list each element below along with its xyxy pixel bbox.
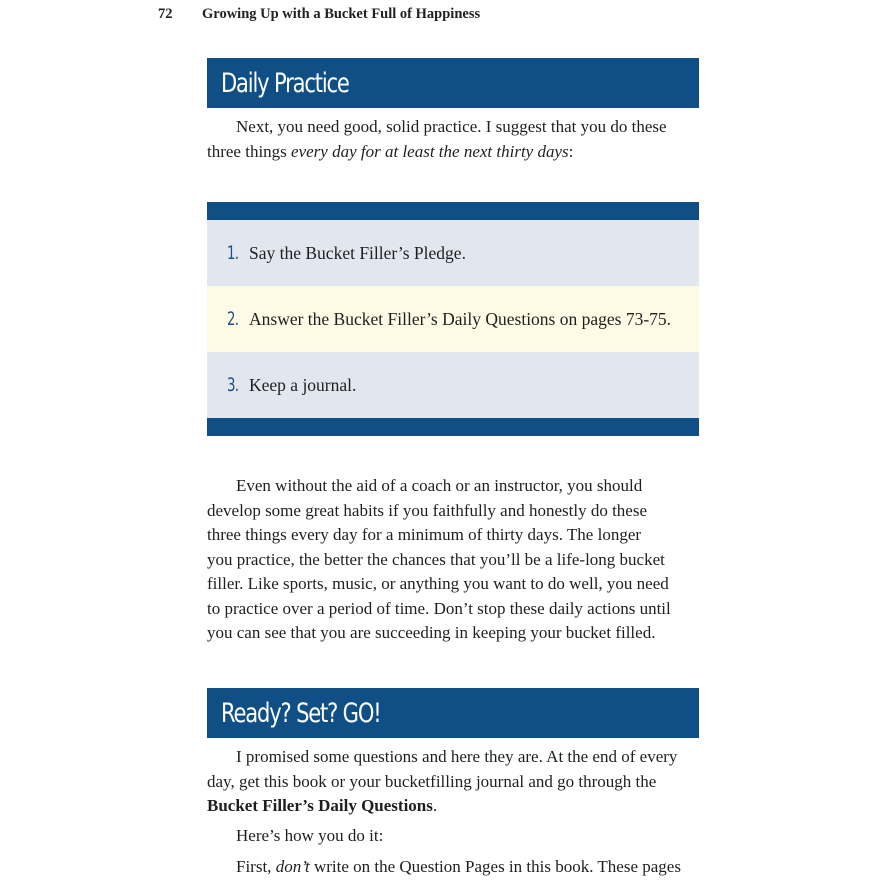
how-to-paragraph: Here’s how you do it: <box>236 826 384 845</box>
list-item-number: 2. <box>227 308 239 330</box>
running-head <box>158 6 480 23</box>
section-heading-daily-practice: Daily Practice <box>207 58 699 108</box>
first-step-paragraph: First, don’t write on the Question Pages in this book. These pages <box>236 857 681 876</box>
section-heading-ready-set-go: Ready? Set? GO! <box>207 688 699 738</box>
list-item <box>207 286 699 352</box>
body-paragraph: Even without the aid of a coach or an instructor, you should develop some great habits if you faithfully and honestly do these three things every day for a minimum of thirty days. The longer you practice, the better the chances that you’ll be a life-long bucket filler. Like sports, music, or anything you want to do well, you need to practice over a period of time. Don’t stop these daily actions until you can see that you are succeeding in keeping your bucket filled. <box>207 476 671 642</box>
intro-paragraph: Next, you need good, solid practice. I suggest that you do these three things every day for at least the next thirty days: <box>207 117 667 161</box>
list-item <box>207 220 699 286</box>
list-item-text: Answer the Bucket Filler’s Daily Questions on pages 73-75. <box>249 308 672 329</box>
list-item-number: 3. <box>227 374 239 396</box>
page-number: 72 <box>158 6 173 22</box>
list-item-text: Say the Bucket Filler’s Pledge. <box>249 242 466 263</box>
practice-list <box>207 202 699 436</box>
list-bottom-bar <box>207 418 699 436</box>
book-title: Growing Up with a Bucket Full of Happiness <box>202 6 481 22</box>
list-item-text: Keep a journal. <box>249 374 357 395</box>
list-item <box>207 352 699 418</box>
questions-paragraph: I promised some questions and here they are. At the end of every day, get this book or your bucketfilling journal and go through the Bucket Filler’s Daily Questions. <box>207 747 678 815</box>
list-top-bar <box>207 202 699 220</box>
list-item-number: 1. <box>227 242 239 264</box>
